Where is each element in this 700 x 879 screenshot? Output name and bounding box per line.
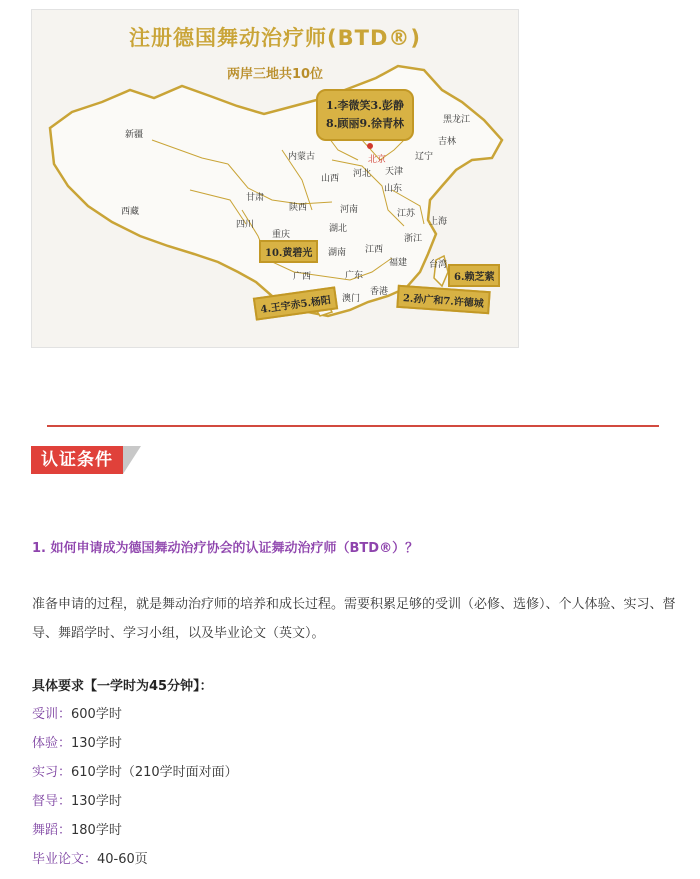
callout-beijing-line1: 1.李微笑3.彭静 <box>326 99 404 112</box>
requirement-item <box>32 729 238 758</box>
requirement-value: 40-60页 <box>97 852 148 867</box>
province-label: 四川 <box>236 220 255 230</box>
province-label: 湖北 <box>329 224 348 234</box>
requirement-key: 实习： <box>32 765 72 780</box>
section-tag-label: 认证条件 <box>31 446 123 474</box>
province-label: 甘肃 <box>246 193 265 203</box>
province-label: 江苏 <box>397 209 416 219</box>
province-label: 黑龙江 <box>443 115 471 125</box>
callout-hongkong: 2.孙广和7.许德城 <box>396 285 490 314</box>
province-label: 河南 <box>340 205 359 215</box>
requirement-item <box>32 758 238 787</box>
province-label: 广东 <box>345 271 364 281</box>
province-label: 河北 <box>353 169 372 179</box>
province-label: 新疆 <box>125 130 144 140</box>
requirement-item <box>32 816 238 845</box>
requirement-key: 督导： <box>32 794 72 809</box>
province-label: 江西 <box>365 245 384 255</box>
requirement-item <box>32 787 238 816</box>
province-label: 重庆 <box>272 230 291 240</box>
requirement-value: 610学时（210学时面对面） <box>71 765 238 780</box>
requirement-key: 舞蹈： <box>32 823 72 838</box>
map-subtitle: 两岸三地共10位 <box>226 67 324 82</box>
requirement-item <box>32 700 238 729</box>
province-label: 内蒙古 <box>288 152 316 162</box>
requirements-list <box>32 700 238 874</box>
province-label: 澳门 <box>342 294 361 304</box>
province-label: 上海 <box>429 217 448 227</box>
province-label: 广西 <box>293 272 312 282</box>
question-heading: 1. 如何申请成为德国舞动治疗协会的认证舞动治疗师（BTD®）？ <box>32 541 419 556</box>
china-map-image <box>31 9 519 348</box>
requirement-value: 130学时 <box>71 794 122 809</box>
requirement-key: 受训： <box>32 707 72 722</box>
callout-chongqing: 10.黄碧光 <box>259 240 318 263</box>
province-label: 浙江 <box>404 234 423 244</box>
requirement-value: 600学时 <box>71 707 122 722</box>
province-label: 山西 <box>321 174 340 184</box>
callout-beijing <box>316 89 414 141</box>
province-label: 陕西 <box>289 203 308 213</box>
intro-paragraph: 准备申请的过程，就是舞动治疗师的培养和成长过程。需要积累足够的受训（必修、选修）、个人体验、实习、督导、舞蹈学时、学习小组，以及毕业论文（英文）。 <box>32 597 676 641</box>
section-tag-tail <box>123 446 141 474</box>
province-label: 吉林 <box>438 137 457 147</box>
province-label: 福建 <box>389 258 408 268</box>
requirements-title: 具体要求【一学时为45分钟】： <box>32 679 213 694</box>
callout-guangxi: 4.王宇赤5.杨阳 <box>253 286 338 320</box>
province-label-capital: 北京 <box>368 155 387 165</box>
requirement-value: 180学时 <box>71 823 122 838</box>
province-label: 香港 <box>370 287 389 297</box>
province-label: 台湾 <box>429 260 448 270</box>
province-label: 西藏 <box>121 207 140 217</box>
requirement-item <box>32 845 238 874</box>
province-label: 辽宁 <box>415 152 434 162</box>
province-label: 天津 <box>385 167 404 177</box>
requirement-key: 体验： <box>32 736 72 751</box>
section-divider <box>47 425 659 427</box>
callout-beijing-line2: 8.顾丽9.徐青林 <box>326 117 404 130</box>
requirement-value: 130学时 <box>71 736 122 751</box>
map-title: 注册德国舞动治疗师(BTD®) <box>129 26 421 50</box>
province-label: 湖南 <box>328 248 347 258</box>
callout-taiwan: 6.赖芝萦 <box>448 264 500 287</box>
province-label: 山东 <box>384 184 403 194</box>
requirement-key: 毕业论文： <box>32 852 98 867</box>
